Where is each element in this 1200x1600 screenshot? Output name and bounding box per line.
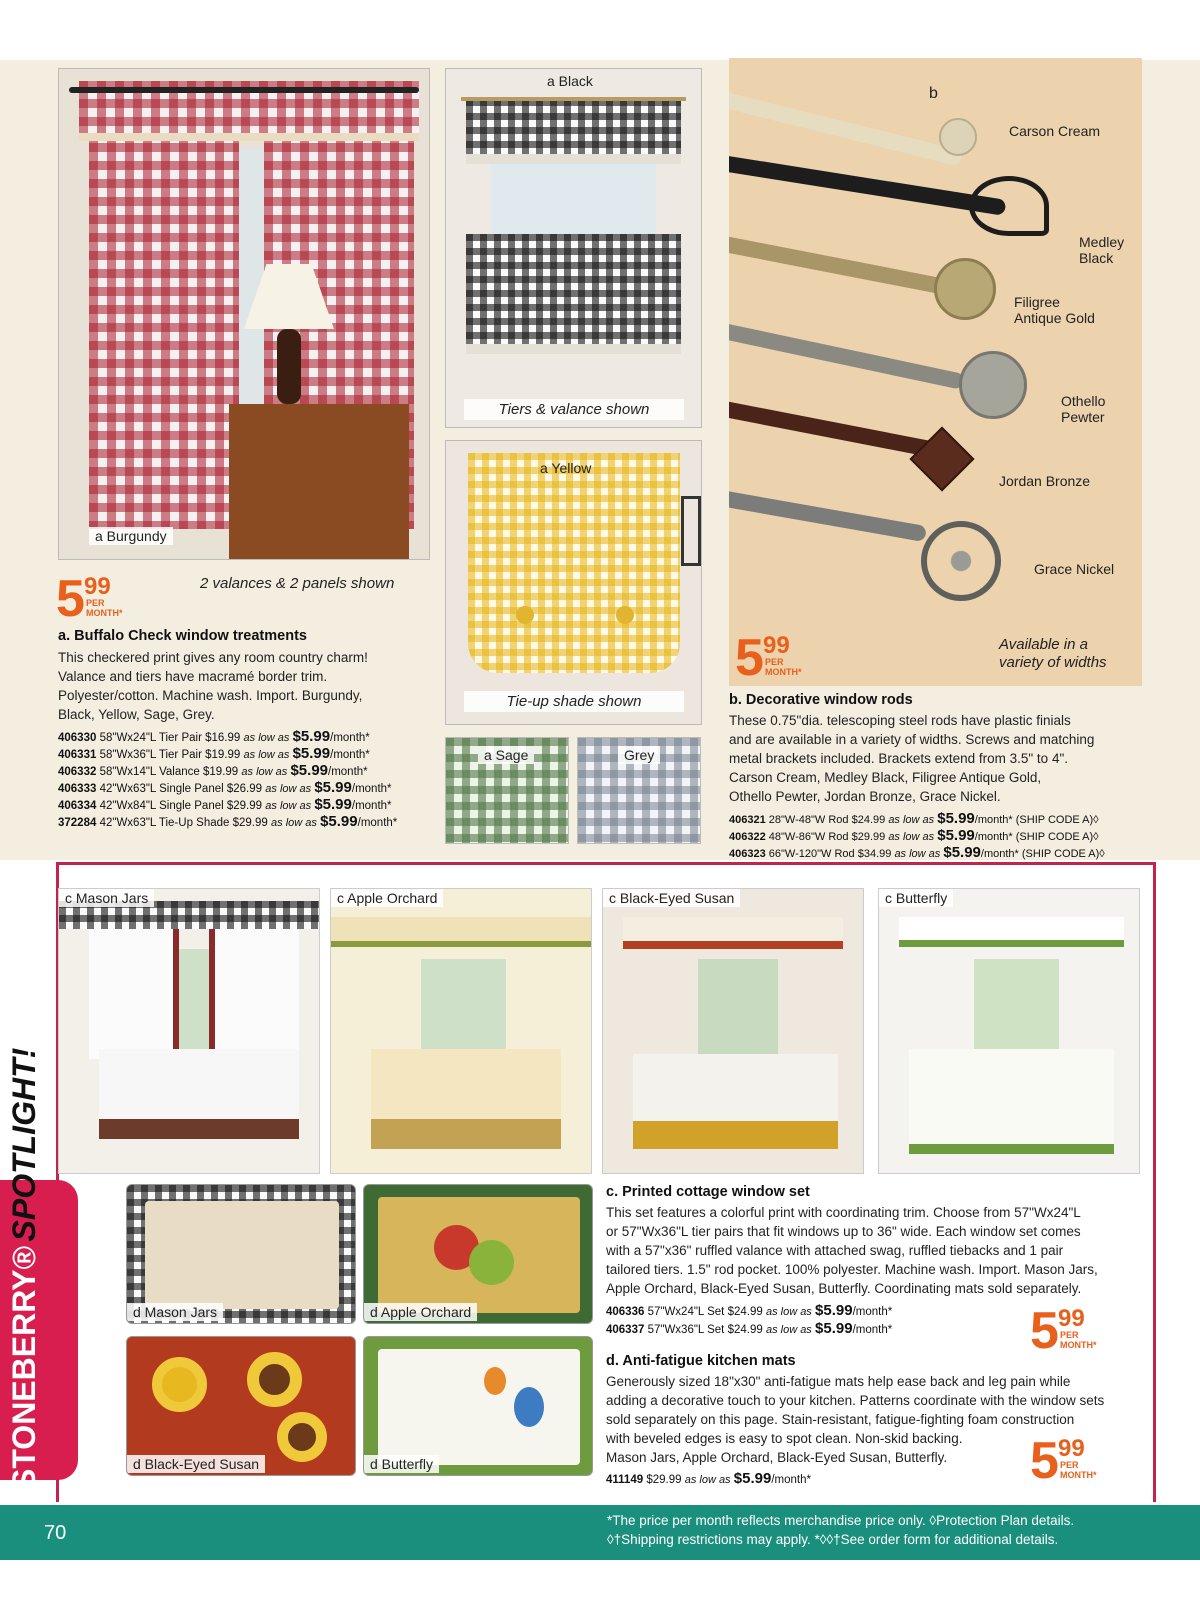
price-badge-d: 5 99 PER MONTH* [1030,1432,1097,1490]
window-glass [974,959,1059,1049]
rod-grace-nickel [729,488,927,542]
lamp-base [277,329,301,404]
apple-green [469,1240,514,1285]
mat-butterfly[interactable] [363,1336,593,1476]
footer-disclaimer: *The price per month reflects merchandise price only. ◊Protection Plan details. ◊†Shipping restrictions may apply. *◊◊†See order form for additional details. [607,1513,1075,1547]
caption-cottage-mason-jars: c Mason Jars [59,889,154,907]
tiers [371,1049,561,1149]
caption-tieup-shown: Tie-up shade shown [464,691,684,712]
caption-cottage-butterfly: c Butterfly [879,889,953,907]
butterfly-blue [514,1387,544,1427]
title-cottage-set: c. Printed cottage window set [606,1184,810,1200]
caption-panels-shown: 2 valances & 2 panels shown [200,575,395,592]
price-badge-c: 5 99 PER MONTH* [1030,1302,1097,1360]
sku-row: 406323 66"W-120"W Rod $34.99 as low as $5.99/month* (SHIP CODE A)◊ [729,844,1105,861]
cottage-mason-jars-photo[interactable] [58,888,320,1174]
stoneberry-spotlight-text: STONEBERRY® SPOTLIGHT! [6,1047,42,1490]
rod-jordan-bronze [729,398,936,458]
desc-buffalo-check: This checkered print gives any room country charm! Valance and tiers have macramé border trim. Polyester/cotton. Machine wash. Import. Burgundy, Black, Yellow, Sage, Grey. [58,650,368,722]
curtain-rod [69,87,419,93]
caption-black: a Black [547,73,593,89]
sku-row: 406333 42"Wx63"L Single Panel $26.99 as low as $5.99/month* [58,779,392,796]
yellow-tieup-photo[interactable] [445,440,702,725]
mat-center [378,1349,580,1465]
sku-row: 411149 $29.99 as low as $5.99/month* [606,1470,811,1487]
sku-row: 372284 42"Wx63"L Tie-Up Shade $29.99 as low as $5.99/month* [58,813,398,830]
sku-row: 406322 48"W-86"W Rod $29.99 as low as $5.99/month* (SHIP CODE A)◊ [729,827,1099,844]
page-number: 70 [44,1522,67,1544]
price-badge-a: 5 99 PER MONTH* [56,570,123,628]
caption-burgundy: a Burgundy [89,527,173,545]
rod-othello-pewter [729,320,965,390]
label-grace-nickel: Grace Nickel [1034,561,1115,577]
cottage-butterfly-photo[interactable] [878,888,1140,1174]
valance [899,917,1124,947]
window-glass [698,959,778,1059]
caption-yellow: a Yellow [540,460,592,476]
finial-grace-nickel [921,521,1001,601]
label-filigree-gold: Filigree Antique Gold [1014,294,1095,326]
tieup-shade [468,453,680,673]
left-panel [89,89,239,529]
caption-tiers-shown: Tiers & valance shown [464,399,684,420]
finial-jordan-bronze [909,426,974,491]
rod-filigree-gold [729,233,956,296]
tie-bow-left [516,606,534,624]
burgundy-curtain-photo[interactable] [58,68,430,560]
rods-photo[interactable] [729,58,1142,686]
tiers [99,1049,299,1139]
price-badge-b: 5 99 PER MONTH* [735,629,802,687]
sku-row: 406331 58"Wx36"L Tier Pair $19.99 as low as $5.99/month* [58,745,370,762]
available-note: Available in a variety of widths [999,636,1107,671]
swag-left [89,929,179,1059]
valance [623,917,843,949]
wall-frame [681,496,701,566]
butterfly-orange [484,1367,506,1395]
swag-right [209,929,299,1059]
sku-row: 406332 58"Wx14"L Valance $19.99 as low as $5.99/month* [58,762,368,779]
label-jordan-bronze: Jordan Bronze [999,473,1091,489]
mat-black-eyed-susan[interactable] [126,1336,356,1476]
caption-mat-butterfly: d Butterfly [364,1455,439,1473]
mat-mason-jars[interactable] [126,1184,356,1324]
sunflower-3 [277,1412,327,1462]
finial-carson-cream [939,118,977,156]
caption-cottage-apple-orchard: c Apple Orchard [331,889,443,907]
black-tiers-photo[interactable] [445,68,702,428]
tiers [909,1049,1114,1154]
caption-grey: Grey [618,746,660,764]
label-carson-cream: Carson Cream [1009,123,1101,139]
mat-apple-orchard[interactable] [363,1184,593,1324]
sku-row: 406337 57"Wx36"L Set $24.99 as low as $5.99/month* [606,1320,893,1337]
sage-swatch[interactable] [445,737,569,844]
title-rods: b. Decorative window rods [729,692,913,708]
caption-cottage-black-eyed-susan: c Black-Eyed Susan [603,889,740,907]
caption-mat-apple-orchard: d Apple Orchard [364,1303,477,1321]
caption-mat-mason-jars: d Mason Jars [127,1303,223,1321]
finial-othello-pewter [959,351,1027,419]
sku-row: 406330 58"Wx24"L Tier Pair $16.99 as low as $5.99/month* [58,728,370,745]
window-glass [421,959,506,1049]
sku-row: 406336 57"Wx24"L Set $24.99 as low as $5.99/month* [606,1302,893,1319]
grey-swatch[interactable] [577,737,701,844]
finial-medley-black [969,176,1049,236]
valance [466,99,681,164]
title-buffalo-check: a. Buffalo Check window treatments [58,628,307,644]
sku-row: 406334 42"Wx84"L Single Panel $29.99 as low as $5.99/month* [58,796,392,813]
label-othello-pewter: Othello Pewter [1061,393,1106,425]
cottage-black-eyed-susan-photo[interactable] [602,888,864,1174]
rods-letter: b [929,85,938,102]
sku-row: 406321 28"W-48"W Rod $24.99 as low as $5.99/month* (SHIP CODE A)◊ [729,810,1099,827]
valance [331,917,592,947]
rod-medley-black [729,153,1007,216]
title-kitchen-mats: d. Anti-fatigue kitchen mats [606,1353,796,1369]
tiers [633,1054,838,1149]
curtain-rod [461,97,686,101]
sunflower-2 [247,1352,302,1407]
cottage-apple-orchard-photo[interactable] [330,888,592,1174]
side-table [229,404,409,559]
tiers [466,234,681,354]
tie-bow-right [616,606,634,624]
desc-cottage-set: This set features a colorful print with coordinating trim. Choose from 57"Wx24"L or 57"Wx36"L tier pairs that fit windows up to 36" wide. Each window set comes with a 57"x36" ruffled valance with attached swag, ruffled tiebacks and 1 pair tailored tiers. 1.5" rod pocket. 100% polyester. Machine wash. Import. Mason Jars, Apple Orchard, Black-Eyed Susan, Butterfly. Coordinating mats sold separately. [606,1205,1098,1296]
finial-filigree-gold [934,258,996,320]
desc-kitchen-mats: Generously sized 18"x30" anti-fatigue mats help ease back and leg pain while adding a decorative touch to your kitchen. Patterns coordinate with the window sets sold separately on this page. Stain-resistant, fatigue-fighting foam construction with beveled edges is easy to spot clean. Non-skid backing. Mason Jars, Apple Orchard, Black-Eyed Susan, Butterfly. [606,1374,1105,1465]
sunflower-1 [152,1357,207,1412]
desc-rods: These 0.75"dia. telescoping steel rods have plastic finials and are available in a variety of widths. Screws and matching metal brackets included. Brackets extend from 3.5" to 4". Carson Cream, Medley Black, Filigree Antique Gold, Othello Pewter, Jordan Bronze, Grace Nickel. [729,713,1095,804]
caption-sage: a Sage [478,746,534,764]
label-medley-black: Medley Black [1079,234,1125,266]
caption-mat-black-eyed-susan: d Black-Eyed Susan [127,1455,265,1473]
mat-center [145,1201,339,1309]
